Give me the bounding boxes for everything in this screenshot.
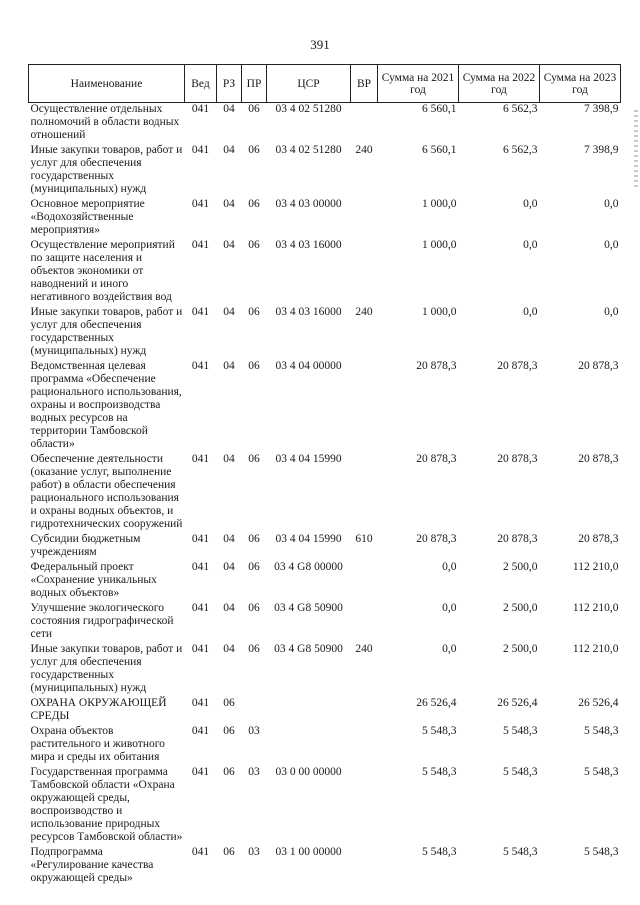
table-row xyxy=(29,561,621,602)
row-sum-2021: 1 000,0 xyxy=(422,198,457,210)
row-sum-2021: 20 878,3 xyxy=(416,453,457,465)
row-ved: 041 xyxy=(191,766,210,778)
row-sum-2021: 20 878,3 xyxy=(416,360,457,372)
row-ved: 041 xyxy=(191,846,210,858)
row-rz: 06 xyxy=(223,725,235,737)
row-csr: 03 4 03 16000 xyxy=(275,239,342,251)
row-pr: 06 xyxy=(248,561,260,573)
row-name: Иные закупки товаров, работ и услуг для обеспечения государственных (муниципальных) нужд xyxy=(30,643,183,694)
row-sum-2023: 5 548,3 xyxy=(584,846,619,858)
row-vr xyxy=(351,103,378,145)
row-ved: 041 xyxy=(191,697,210,709)
row-csr: 03 0 00 00000 xyxy=(275,766,342,778)
row-rz: 04 xyxy=(223,198,235,210)
table-row xyxy=(29,533,621,561)
row-sum-2023: 20 878,3 xyxy=(578,453,619,465)
row-sum-2023: 26 526,4 xyxy=(578,697,619,709)
row-rz: 06 xyxy=(223,766,235,778)
row-rz: 04 xyxy=(223,360,235,372)
row-vr: 240 xyxy=(355,643,373,655)
row-csr xyxy=(267,697,351,725)
row-sum-2023: 5 548,3 xyxy=(584,725,619,737)
row-pr: 06 xyxy=(248,306,260,318)
row-rz: 04 xyxy=(223,561,235,573)
row-vr xyxy=(351,239,378,306)
table-body xyxy=(29,103,621,888)
row-rz: 04 xyxy=(223,239,235,251)
row-vr: 610 xyxy=(355,533,373,545)
row-sum-2022: 6 562,3 xyxy=(503,103,538,115)
row-rz: 04 xyxy=(223,306,235,318)
row-csr: 03 4 02 51280 xyxy=(275,103,342,115)
table-row xyxy=(29,697,621,725)
row-sum-2023: 112 210,0 xyxy=(572,602,619,614)
row-rz: 04 xyxy=(223,453,235,465)
row-sum-2021: 0,0 xyxy=(442,602,457,614)
table-row xyxy=(29,846,621,887)
row-name: Осуществление отдельных полномочий в области водных отношений xyxy=(30,103,180,141)
row-vr xyxy=(351,846,378,887)
row-sum-2022: 0,0 xyxy=(523,239,538,251)
row-csr: 03 4 04 15990 xyxy=(275,533,342,545)
row-ved: 041 xyxy=(191,239,210,251)
row-ved: 041 xyxy=(191,306,210,318)
table-row xyxy=(29,766,621,846)
row-sum-2022: 6 562,3 xyxy=(503,144,538,156)
row-pr: 06 xyxy=(248,103,260,115)
row-sum-2022: 0,0 xyxy=(523,306,538,318)
header-vr: ВР xyxy=(351,65,378,103)
header-name: Наименование xyxy=(29,65,185,103)
row-vr: 240 xyxy=(355,144,373,156)
header-sum-2022: Сумма на 2022 год xyxy=(459,65,540,103)
row-pr: 06 xyxy=(248,643,260,655)
row-ved: 041 xyxy=(191,198,210,210)
row-sum-2022: 5 548,3 xyxy=(503,766,538,778)
row-csr: 03 4 04 15990 xyxy=(275,453,342,465)
row-ved: 041 xyxy=(191,144,210,156)
row-vr xyxy=(351,725,378,766)
row-csr: 03 4 03 16000 xyxy=(275,306,342,318)
row-rz: 04 xyxy=(223,533,235,545)
header-ved: Вед xyxy=(185,65,217,103)
row-sum-2023: 20 878,3 xyxy=(578,360,619,372)
row-pr: 06 xyxy=(248,533,260,545)
row-pr xyxy=(242,697,267,725)
row-sum-2022: 20 878,3 xyxy=(497,360,538,372)
row-sum-2022: 2 500,0 xyxy=(503,643,538,655)
row-rz: 06 xyxy=(223,697,235,709)
table-row xyxy=(29,643,621,697)
row-sum-2022: 2 500,0 xyxy=(503,602,538,614)
table-row xyxy=(29,725,621,766)
header-sum-2023: Сумма на 2023 год xyxy=(540,65,621,103)
row-sum-2022: 2 500,0 xyxy=(503,561,538,573)
row-csr: 03 4 04 00000 xyxy=(275,360,342,372)
row-sum-2022: 20 878,3 xyxy=(497,533,538,545)
row-sum-2021: 6 560,1 xyxy=(422,103,457,115)
table-row xyxy=(29,239,621,306)
row-ved: 041 xyxy=(191,360,210,372)
row-sum-2021: 0,0 xyxy=(442,643,457,655)
row-ved: 041 xyxy=(191,643,210,655)
row-sum-2021: 6 560,1 xyxy=(422,144,457,156)
row-pr: 06 xyxy=(248,360,260,372)
row-ved: 041 xyxy=(191,561,210,573)
row-pr: 06 xyxy=(248,144,260,156)
table-row xyxy=(29,103,621,145)
row-sum-2022: 5 548,3 xyxy=(503,846,538,858)
row-name: Иные закупки товаров, работ и услуг для обеспечения государственных (муниципальных) нужд xyxy=(30,144,183,195)
row-csr: 03 1 00 00000 xyxy=(275,846,342,858)
row-sum-2021: 1 000,0 xyxy=(422,306,457,318)
row-sum-2021: 5 548,3 xyxy=(422,766,457,778)
row-vr xyxy=(351,561,378,602)
row-pr: 03 xyxy=(248,846,260,858)
table-row xyxy=(29,306,621,360)
row-vr xyxy=(351,360,378,453)
page-number: 391 xyxy=(310,37,330,52)
row-name: Субсидии бюджетным учреждениям xyxy=(30,533,141,558)
row-name: Государственная программа Тамбовской области «Охрана окружающей среды, воспроизводство и использование природных ресурсов Тамбовской области» xyxy=(30,766,183,843)
row-ved: 041 xyxy=(191,103,210,115)
row-name: Основное мероприятие «Водохозяйственные мероприятия» xyxy=(30,198,145,236)
table-row xyxy=(29,453,621,533)
table-row xyxy=(29,360,621,453)
row-name: Подпрограмма «Регулирование качества окружающей среды» xyxy=(30,846,154,884)
row-sum-2023: 7 398,9 xyxy=(584,103,619,115)
row-name: Охрана объектов растительного и животного мира и среды их обитания xyxy=(30,725,165,763)
row-name: Обеспечение деятельности (оказание услуг, выполнение работ) в области обеспечения рационального использования и охраны водных объектов, и гидротехнических сооружений xyxy=(30,453,183,530)
row-sum-2022: 5 548,3 xyxy=(503,725,538,737)
header-pr: ПР xyxy=(242,65,267,103)
row-sum-2023: 7 398,9 xyxy=(584,144,619,156)
row-sum-2021: 5 548,3 xyxy=(422,846,457,858)
header-csr: ЦСР xyxy=(267,65,351,103)
row-rz: 06 xyxy=(223,846,235,858)
table-row xyxy=(29,144,621,198)
row-vr xyxy=(351,198,378,239)
row-pr: 06 xyxy=(248,453,260,465)
row-pr: 06 xyxy=(248,198,260,210)
row-name: ОХРАНА ОКРУЖАЮЩЕЙ СРЕДЫ xyxy=(30,697,167,722)
row-name: Осуществление мероприятий по защите населения и объектов экономики от наводнений и иного негативного воздействия вод xyxy=(30,239,175,303)
row-vr xyxy=(351,453,378,533)
budget-table xyxy=(28,64,621,887)
row-pr: 03 xyxy=(248,725,260,737)
row-ved: 041 xyxy=(191,725,210,737)
table-row xyxy=(29,198,621,239)
row-rz: 04 xyxy=(223,643,235,655)
row-sum-2021: 0,0 xyxy=(442,561,457,573)
row-pr: 03 xyxy=(248,766,260,778)
row-sum-2023: 0,0 xyxy=(604,306,619,318)
row-pr: 06 xyxy=(248,602,260,614)
row-csr: 03 4 G8 00000 xyxy=(274,561,343,573)
row-rz: 04 xyxy=(223,103,235,115)
header-sum-2021: Сумма на 2021 год xyxy=(378,65,459,103)
row-vr xyxy=(351,766,378,846)
row-ved: 041 xyxy=(191,453,210,465)
row-ved: 041 xyxy=(191,602,210,614)
row-sum-2023: 0,0 xyxy=(604,239,619,251)
row-name: Иные закупки товаров, работ и услуг для обеспечения государственных (муниципальных) нужд xyxy=(30,306,183,357)
row-csr: 03 4 G8 50900 xyxy=(274,602,343,614)
table-header-row xyxy=(29,65,621,103)
scan-edge-mark xyxy=(634,110,638,190)
row-sum-2022: 26 526,4 xyxy=(497,697,538,709)
row-sum-2021: 5 548,3 xyxy=(422,725,457,737)
table-row xyxy=(29,602,621,643)
row-sum-2021: 20 878,3 xyxy=(416,533,457,545)
header-rz: РЗ xyxy=(217,65,242,103)
row-vr: 240 xyxy=(355,306,373,318)
row-name: Ведомственная целевая программа «Обеспечение рационального использования, охраны и воспроизводства водных ресурсов на территории Тамбовской области» xyxy=(30,360,182,450)
row-vr xyxy=(351,602,378,643)
row-sum-2021: 1 000,0 xyxy=(422,239,457,251)
row-name: Федеральный проект «Сохранение уникальных водных объектов» xyxy=(30,561,157,599)
row-rz: 04 xyxy=(223,602,235,614)
row-sum-2023: 20 878,3 xyxy=(578,533,619,545)
row-vr xyxy=(351,697,378,725)
row-sum-2023: 112 210,0 xyxy=(572,643,619,655)
row-sum-2023: 5 548,3 xyxy=(584,766,619,778)
row-name: Улучшение экологического состояния гидрографической сети xyxy=(30,602,174,640)
row-sum-2022: 0,0 xyxy=(523,198,538,210)
row-sum-2022: 20 878,3 xyxy=(497,453,538,465)
row-sum-2021: 26 526,4 xyxy=(416,697,457,709)
row-rz: 04 xyxy=(223,144,235,156)
row-csr: 03 4 03 00000 xyxy=(275,198,342,210)
row-pr: 06 xyxy=(248,239,260,251)
row-sum-2023: 112 210,0 xyxy=(572,561,619,573)
row-csr: 03 4 G8 50900 xyxy=(274,643,343,655)
row-sum-2023: 0,0 xyxy=(604,198,619,210)
row-ved: 041 xyxy=(191,533,210,545)
row-csr: 03 4 02 51280 xyxy=(275,144,342,156)
row-csr xyxy=(267,725,351,766)
